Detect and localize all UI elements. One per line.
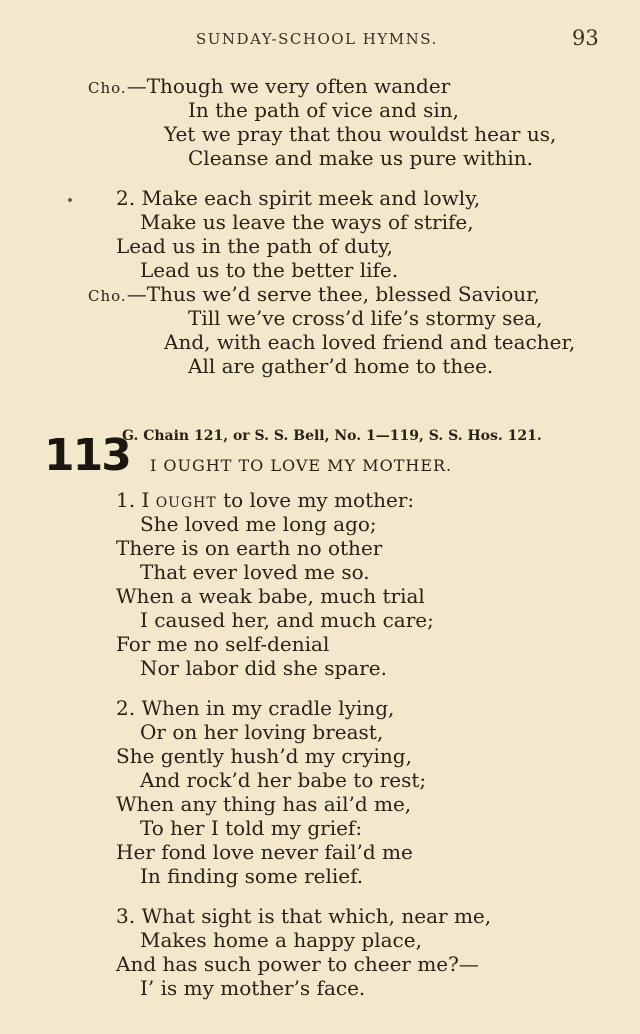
verse-2-line-2: Make us leave the ways of strife,	[140, 210, 474, 234]
verse-2-line-3: Lead us in the path of duty,	[116, 234, 393, 258]
chorus-2-line-1: Cho.—Thus we’d serve thee, blessed Saviour,	[88, 282, 540, 306]
v2-line-2: Or on her loving breast,	[140, 720, 384, 744]
v2-line-8: In finding some relief.	[140, 864, 364, 888]
v1-line-6: I caused her, and much care;	[140, 608, 434, 632]
chorus-1-line-2: In the path of vice and sin,	[188, 98, 460, 122]
v1-line-2: She loved me long ago;	[140, 512, 377, 536]
v1-line-5: When a weak babe, much trial	[116, 584, 425, 608]
chorus-label: Cho.	[88, 79, 127, 97]
v1-line-1: 1. I OUGHT to love my mother:	[116, 488, 415, 512]
v3-line-1: 3. What sight is that which, near me,	[116, 904, 492, 928]
v2-line-1: 2. When in my cradle lying,	[116, 696, 395, 720]
chorus-2-line-4: All are gather’d home to thee.	[188, 354, 494, 378]
v1-line-3: There is on earth no other	[116, 536, 383, 560]
v1-line-7: For me no self-denial	[116, 632, 330, 656]
print-speck	[68, 198, 72, 202]
chorus-1-line-1: Cho.—Though we very often wander	[88, 74, 451, 98]
chorus-1-line-3: Yet we pray that thou wouldst hear us,	[164, 122, 557, 146]
v1-line-4: That ever loved me so.	[140, 560, 370, 584]
v2-line-6: To her I told my grief:	[140, 816, 363, 840]
hymn-title: I OUGHT TO LOVE MY MOTHER.	[150, 456, 453, 475]
running-head: SUNDAY-SCHOOL HYMNS.	[196, 30, 438, 48]
v3-line-2: Makes home a happy place,	[140, 928, 422, 952]
v2-line-7: Her fond love never fail’d me	[116, 840, 413, 864]
chorus-2-line-3: And, with each loved friend and teacher,	[164, 330, 576, 354]
v2-line-3: She gently hush’d my crying,	[116, 744, 412, 768]
page-number: 93	[572, 26, 599, 50]
v3-line-3: And has such power to cheer me?—	[116, 952, 479, 976]
chorus-1-line-4: Cleanse and make us pure within.	[188, 146, 533, 170]
v2-line-5: When any thing has ail’d me,	[116, 792, 412, 816]
chorus-label: Cho.	[88, 287, 127, 305]
v3-line-4: I’ is my mother’s face.	[140, 976, 366, 1000]
tune-reference: G. Chain 121, or S. S. Bell, No. 1—119, S. S. Hos. 121.	[122, 428, 542, 444]
hymn-number: 113	[44, 430, 130, 481]
verse-2-line-4: Lead us to the better life.	[140, 258, 399, 282]
chorus-2-line-2: Till we’ve cross’d life’s stormy sea,	[188, 306, 543, 330]
v1-line-8: Nor labor did she spare.	[140, 656, 387, 680]
v2-line-4: And rock’d her babe to rest;	[140, 768, 427, 792]
verse-2-line-1: 2. Make each spirit meek and lowly,	[116, 186, 481, 210]
